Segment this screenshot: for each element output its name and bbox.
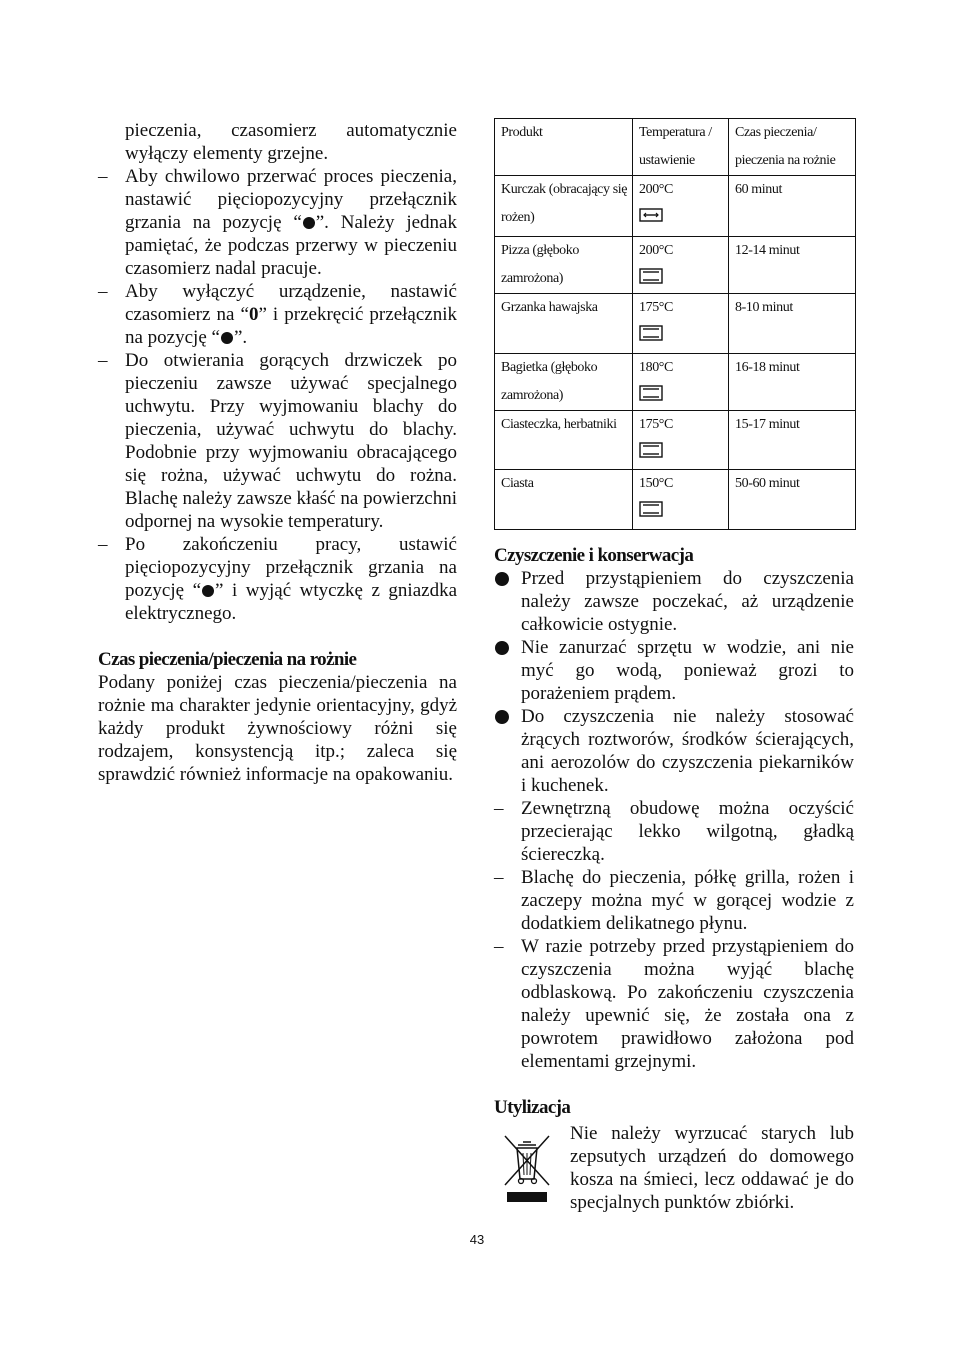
list-item: – Aby wyłączyć urządzenie, nastawić czasomierz na “0” i przekręcić przełącznik na pozycję “ ”. xyxy=(98,281,457,348)
dash-marker: – xyxy=(494,936,504,957)
list-item: – Blachę do pieczenia, półkę grilla, rożen i zaczepy można myć w gorącej wodzie z dodatkiem delikatnego płynu. xyxy=(494,867,854,934)
list-item: – Do otwierania gorących drzwiczek po pieczeniu zawsze używać specjalnego uchwytu. Przy wyjmowaniu blachy do pieczenia, używać uchwytu do blachy. Podobnie przy wyjmowaniu obracającego się rożna, używać uchwytu do rożna. Blachę należy zawsze kłaść na powierzchni odpornej na wysokie temperatury. xyxy=(98,350,457,532)
table-row: Kurczak (obracający się rożen) 200°C 60 minut xyxy=(495,176,856,237)
section-heading-cleaning: Czyszczenie i konserwacja xyxy=(494,545,694,566)
top-bottom-heat-icon xyxy=(639,442,665,458)
right-column xyxy=(494,544,854,1119)
baking-time-table xyxy=(494,118,856,530)
baking-time-paragraph: Podany poniżej czas pieczenia/pieczenia na rożnie ma charakter jedynie orientacyjny, gdyż każdy produkt żywnościowy różni się rodzajem, konsystencją itp.; zaleca się sprawdzić również informacje na opakowaniu. xyxy=(98,672,457,785)
table-row: Pizza (głęboko zamrożona) 200°C 12-14 minut xyxy=(495,237,856,294)
section-heading-disposal: Utylizacja xyxy=(494,1097,571,1118)
page-number: 43 xyxy=(469,1232,485,1247)
top-bottom-heat-icon xyxy=(639,325,665,341)
top-bottom-heat-icon xyxy=(639,268,665,284)
list-item: – Po zakończeniu pracy, ustawić pięciopozycyjny przełącznik grzania na pozycję “ ” i wyjąć wtyczkę z gniazdka elektrycznego. xyxy=(98,534,457,624)
dash-marker: – xyxy=(98,534,108,555)
off-position-icon xyxy=(202,585,214,597)
table-header: Produkt xyxy=(495,119,633,176)
table-header: Czas pieczenia/ pieczenia na rożnie xyxy=(729,119,856,176)
bullet-icon xyxy=(494,636,516,655)
list-item: Przed przystąpieniem do czyszczenia należy zawsze poczekać, aż urządzenie całkowicie ostygnie. xyxy=(494,567,854,636)
table-row: Bagietka (głęboko zamrożona) 180°C 16-18 minut xyxy=(495,354,856,411)
table-header-row xyxy=(495,119,856,176)
rotisserie-icon xyxy=(639,207,665,223)
top-bottom-heat-icon xyxy=(639,385,665,401)
list-item: Do czyszczenia nie należy stosować żrących roztworów, środków ścierających, ani aerozolów do czyszczenia piekarników i kuchenek. xyxy=(494,705,854,797)
dash-marker: – xyxy=(98,166,108,187)
bullet-icon xyxy=(494,705,516,724)
dash-marker: – xyxy=(98,350,108,371)
disposal-text: Nie należy wyrzucać starych lub zepsutych urządzeń do domowego kosza na śmieci, lecz oddawać je do specjalnych punktów zbiórki. xyxy=(570,1123,854,1213)
off-position-icon xyxy=(303,217,315,229)
list-item: – Zewnętrzną obudowę można oczyścić przecierając lekko wilgotną, gładką ściereczką. xyxy=(494,798,854,865)
crossed-bin-icon xyxy=(501,1132,553,1206)
off-position-icon xyxy=(221,332,233,344)
dash-marker: – xyxy=(98,281,108,302)
table-header: Temperatura / ustawienie xyxy=(633,119,729,176)
table-row: Ciasteczka, herbatniki 175°C 15-17 minut xyxy=(495,411,856,470)
list-item: – Aby chwilowo przerwać proces pieczenia, nastawić pięciopozycyjny przełącznik grzania na pozycję “ ”. Należy jednak pamiętać, że podczas przerwy w pieczeniu czasomierz nadal pracuje. xyxy=(98,166,457,279)
bullet-icon xyxy=(494,567,516,586)
section-heading-baking-time: Czas pieczenia/pieczenia na rożnie xyxy=(98,649,357,670)
table-row: Grzanka hawajska 175°C 8-10 minut xyxy=(495,294,856,354)
top-bottom-heat-icon xyxy=(639,501,665,517)
table-row: Ciasta 150°C 50-60 minut xyxy=(495,470,856,530)
intro-continuation: pieczenia, czasomierz automatycznie wyłączy elementy grzejne. xyxy=(125,120,457,164)
list-item: Nie zanurzać sprzętu w wodzie, ani nie myć go wodą, ponieważ grozi to porażeniem prądem. xyxy=(494,636,854,705)
left-column xyxy=(98,119,457,786)
dash-marker: – xyxy=(494,798,504,819)
list-item: – W razie potrzeby przed przystąpieniem do czyszczenia można wyjąć blachę odblaskową. Po zakończeniu czyszczenia należy upewnić się, że została ona z powrotem prawidłowo założona pod elementami grzejnymi. xyxy=(494,936,854,1072)
dash-marker: – xyxy=(494,867,504,888)
